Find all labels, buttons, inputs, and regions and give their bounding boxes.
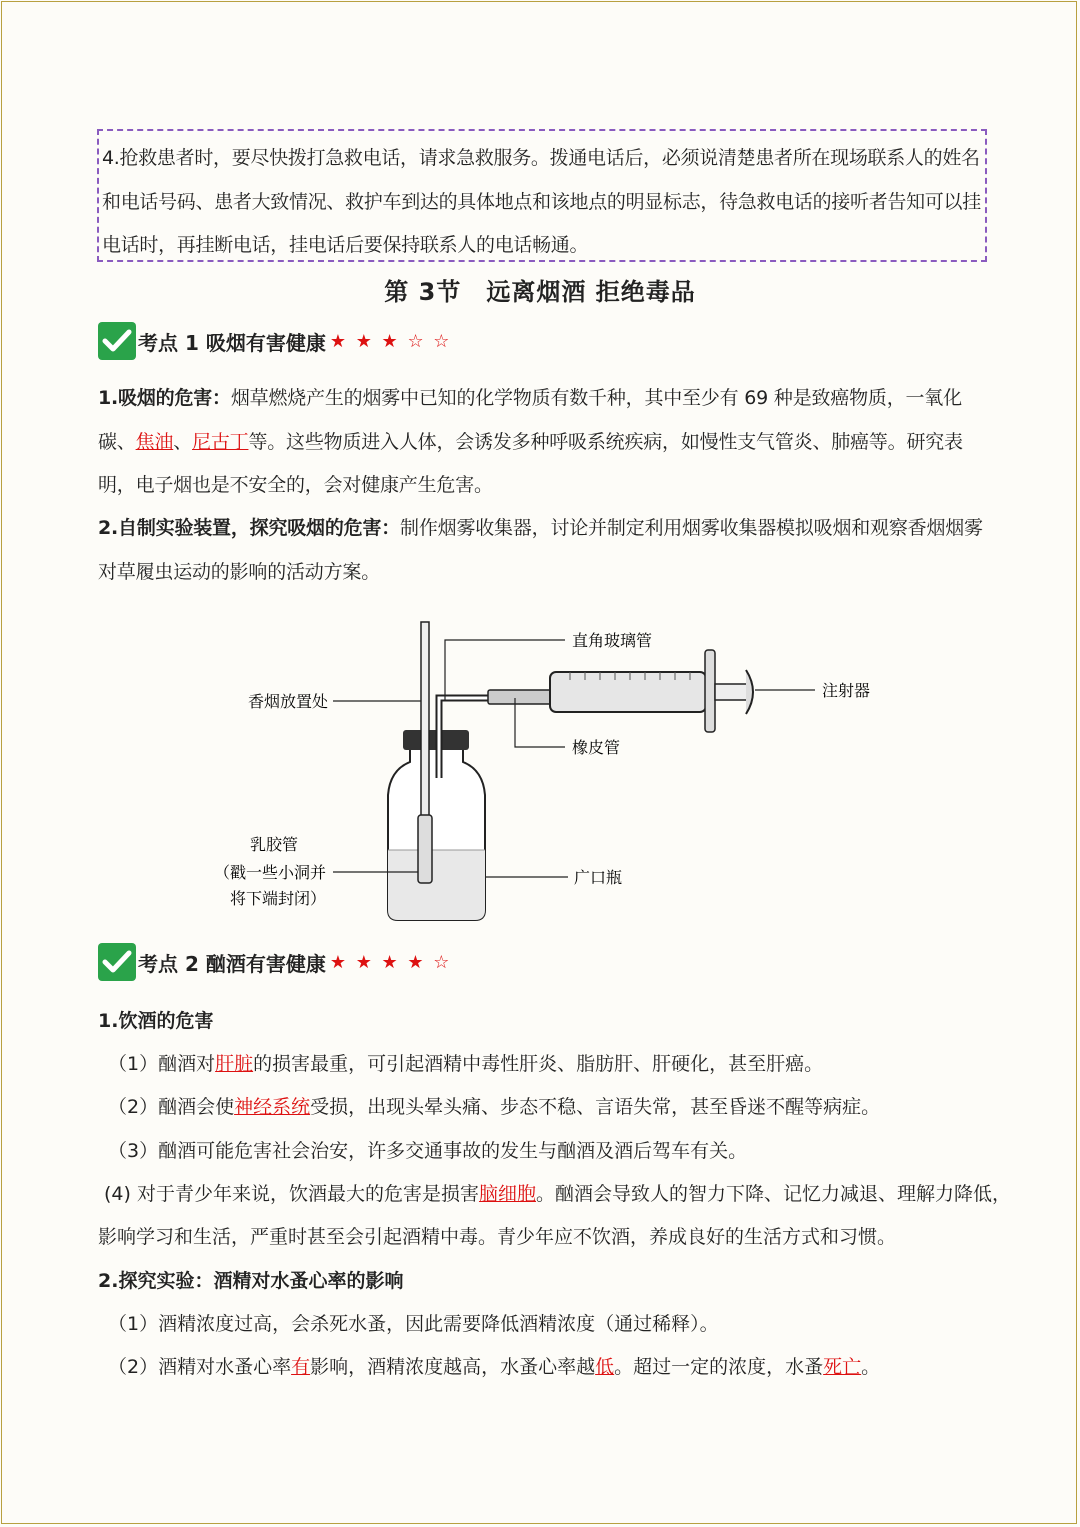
answer-nicotine: 尼古丁 xyxy=(192,430,249,453)
item-1 xyxy=(108,1049,1028,1079)
exp-item-2-b: 影响，酒精浓度越高，水蚤心率越 xyxy=(310,1356,596,1378)
item-2-b: 受损，出现头晕头痛、步态不稳、言语失常，甚至昏迷不醒等病症。 xyxy=(310,1096,881,1118)
star-filled-icon: ★ ★ ★ xyxy=(329,330,400,352)
star-empty-icon: ☆ ☆ xyxy=(407,330,452,352)
answer-tar: 焦油 xyxy=(135,430,174,453)
item-4-b: 。酗酒会导致人的智力下降、记忆力减退、理解力降低， xyxy=(535,1183,1011,1205)
label-rubber-tube: 橡皮管 xyxy=(572,738,621,757)
label-syringe: 注射器 xyxy=(822,681,871,700)
item-4-continued: 影响学习和生活，严重时甚至会引起酒精中毒。青少年应不饮酒，养成良好的生活方式和习惯。 xyxy=(98,1226,897,1248)
dashed-note-box xyxy=(97,129,987,262)
note-line-2: 和电话号码、患者大致情况、救护车到达的具体地点和该地点的明显标志，待急救电话的接听者告知可以挂 xyxy=(102,190,981,213)
answer-liver: 肝脏 xyxy=(215,1053,254,1075)
kaodian-2-rating xyxy=(330,952,452,973)
kaodian-2-header xyxy=(98,942,451,982)
label-cigarette: 香烟放置处 xyxy=(248,692,329,711)
p1-sep: 、 xyxy=(173,430,193,453)
p1-label: 1.吸烟的危害： xyxy=(98,387,231,409)
heading-drinking-harm: 1.饮酒的危害 xyxy=(98,1010,214,1032)
kaodian-1-paragraph-2 xyxy=(98,507,998,594)
label-latex-1: 乳胶管 xyxy=(250,835,299,854)
cigarette-tube xyxy=(421,622,429,847)
answer-death: 死亡 xyxy=(823,1356,862,1378)
answer-low: 低 xyxy=(595,1356,615,1378)
label-glass-tube: 直角玻璃管 xyxy=(572,631,653,650)
kaodian-1-title: 考点 1 吸烟有害健康 xyxy=(138,330,326,355)
section-title: 第 3节 远离烟酒 拒绝毒品 xyxy=(384,278,696,306)
label-bottle: 广口瓶 xyxy=(574,868,623,887)
rubber-tube xyxy=(488,690,552,704)
label-latex-2: （戳一些小洞并 xyxy=(214,863,327,882)
item-3: （3）酗酒可能危害社会治安，许多交通事故的发生与酗酒及酒后驾车有关。 xyxy=(108,1140,748,1162)
answer-yes: 有 xyxy=(291,1356,311,1378)
kaodian-2-title: 考点 2 酗酒有害健康 xyxy=(138,951,326,976)
syringe xyxy=(550,650,753,732)
note-line-3: 电话时，再挂断电话，挂电话后要保持联系人的电话畅通。 xyxy=(102,234,589,256)
heading-experiment: 2.探究实验：酒精对水蚤心率的影响 xyxy=(98,1270,404,1292)
label-latex-3: 将下端封闭） xyxy=(230,889,327,908)
kaodian-1-header xyxy=(98,321,451,361)
star-empty-icon: ☆ xyxy=(433,951,452,973)
item-2-a: （2）酗酒会使 xyxy=(108,1096,235,1118)
p2-text: 制作烟雾收集器，讨论并制定利用烟雾收集器模拟吸烟和观察香烟烟雾对草履虫运动的影响的活动方案。 xyxy=(98,517,983,583)
star-filled-icon: ★ ★ ★ ★ xyxy=(329,951,426,973)
kaodian-1-paragraph-1 xyxy=(98,377,998,508)
item-2 xyxy=(108,1092,1028,1122)
exp-item-2-c: 。超过一定的浓度，水蚤 xyxy=(614,1356,824,1378)
item-4-a: (4) 对于青少年来说，饮酒最大的危害是损害 xyxy=(104,1183,479,1205)
exp-item-1: （1）酒精浓度过高，会杀死水蚤，因此需要降低酒精浓度（通过稀释）。 xyxy=(108,1313,719,1335)
item-1-a: （1）酗酒对 xyxy=(108,1053,216,1075)
note-line-1: 4.抢救患者时，要尽快拨打急救电话，请求急救服务。拨通电话后，必须说清楚患者所在现场联系人的姓名 xyxy=(102,147,980,169)
exp-item-2 xyxy=(108,1352,1028,1382)
checkmark-icon xyxy=(98,322,136,360)
p2-label: 2.自制实验装置，探究吸烟的危害： xyxy=(98,517,401,539)
kaodian-1-rating xyxy=(330,331,452,352)
exp-item-2-d: 。 xyxy=(861,1356,881,1378)
item-1-b: 的损害最重，可引起酒精中毒性肝炎、脂肪肝、肝硬化，甚至肝癌。 xyxy=(253,1053,824,1075)
item-4 xyxy=(104,1179,1024,1209)
p1-text-b: 等。这些物质进入人体，会诱发多种呼吸系统疾病，如慢性支气管炎、肺癌等。研究表明，电子烟也是不安全的，会对健康产生危害。 xyxy=(98,430,963,496)
exp-item-2-a: （2）酒精对水蚤心率 xyxy=(108,1356,292,1378)
answer-brain-cells: 脑细胞 xyxy=(478,1183,536,1205)
smoke-collector-diagram xyxy=(200,610,900,930)
checkmark-icon xyxy=(98,943,136,981)
latex-tube xyxy=(418,815,432,883)
answer-nervous-system: 神经系统 xyxy=(234,1096,311,1118)
p1-text-a: 烟草燃烧产生的烟雾中已知的化学物质有数千种，其中至少有 69 种是致癌物质，一氧化碳、 xyxy=(98,387,962,453)
